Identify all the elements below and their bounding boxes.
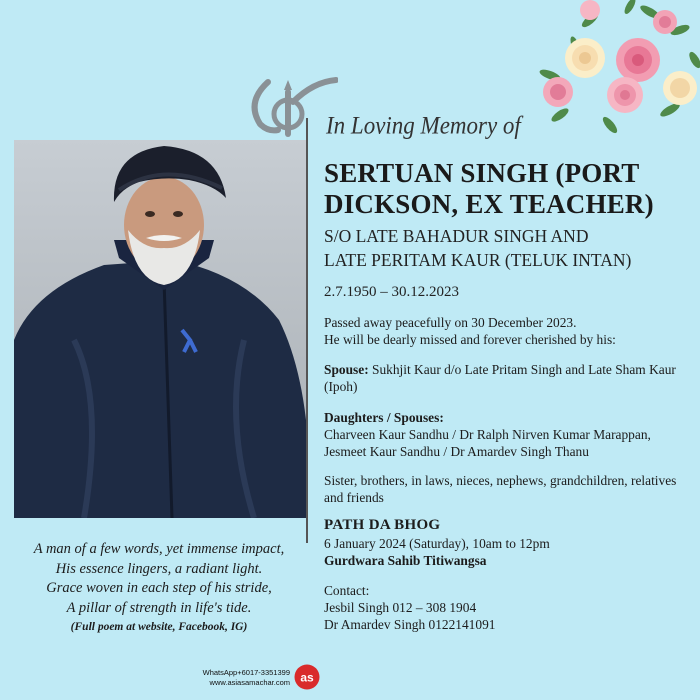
contact-item: Dr Amardev Singh 0122141091 bbox=[324, 617, 496, 633]
name-line: DICKSON, EX TEACHER) bbox=[324, 189, 654, 219]
passed-away-text bbox=[324, 314, 684, 348]
spouse-label: Spouse: bbox=[324, 362, 369, 377]
parents-line: S/O LATE BAHADUR SINGH AND bbox=[324, 226, 589, 246]
daughters-line: Charveen Kaur Sandhu / Dr Ralph Nirven Kumar Marappan, bbox=[324, 427, 651, 443]
path-da-bhog-details bbox=[324, 535, 684, 569]
in-loving-memory-heading: In Loving Memory of bbox=[326, 112, 521, 139]
daughters-label: Daughters / Spouses: bbox=[324, 410, 444, 425]
relatives-text: Sister, brothers, in laws, nieces, nephews, grandchildren, relatives and friends bbox=[324, 473, 677, 506]
spouse-text: Sukhjit Kaur d/o Late Pritam Singh and Late Sham Kaur (Ipoh) bbox=[324, 362, 676, 395]
publisher-credits bbox=[190, 668, 290, 688]
path-venue: Gurdwara Sahib Titiwangsa bbox=[324, 553, 487, 569]
logo-text: as bbox=[300, 670, 314, 685]
passed-line: He will be dearly missed and forever cherished by his: bbox=[324, 332, 616, 348]
contact-label: Contact: bbox=[324, 583, 370, 598]
poem bbox=[0, 540, 318, 636]
portrait-photo bbox=[14, 140, 306, 518]
life-dates: 2.7.1950 – 30.12.2023 bbox=[324, 284, 459, 300]
poem-line: Grace woven in each step of his stride, bbox=[46, 580, 272, 596]
path-date: 6 January 2024 (Saturday), 10am to 12pm bbox=[324, 536, 550, 551]
daughters-line: Jesmeet Kaur Sandhu / Dr Amardev Singh Thanu bbox=[324, 444, 589, 460]
parents-line: LATE PERITAM KAUR (TELUK INTAN) bbox=[324, 250, 632, 270]
parents bbox=[324, 224, 654, 272]
passed-line: Passed away peacefully on 30 December 2023. bbox=[324, 315, 577, 330]
deceased-name bbox=[324, 158, 654, 220]
path-da-bhog-title: PATH DA BHOG bbox=[324, 517, 441, 533]
poem-line: A man of a few words, yet immense impact, bbox=[33, 541, 285, 557]
name-line: SERTUAN SINGH (PORT bbox=[324, 158, 640, 188]
vertical-divider bbox=[306, 118, 308, 543]
daughters-section bbox=[324, 409, 684, 461]
khanda-icon bbox=[238, 72, 338, 142]
contact-section bbox=[324, 582, 684, 634]
asia-samachar-logo-icon bbox=[294, 664, 320, 690]
website-url: www.asiasamachar.com bbox=[209, 678, 290, 687]
rose-bouquet-decoration bbox=[530, 0, 700, 135]
poem-line: A pillar of strength in life's tide. bbox=[66, 599, 252, 616]
contact-item: Jesbil Singh 012 – 308 1904 bbox=[324, 600, 477, 616]
poem-note: (Full poem at website, Facebook, IG) bbox=[70, 621, 248, 633]
whatsapp-number: WhatsApp+6017-3351399 bbox=[202, 668, 290, 677]
spouse-section bbox=[324, 361, 684, 395]
poem-line: His essence lingers, a radiant light. bbox=[55, 560, 263, 577]
